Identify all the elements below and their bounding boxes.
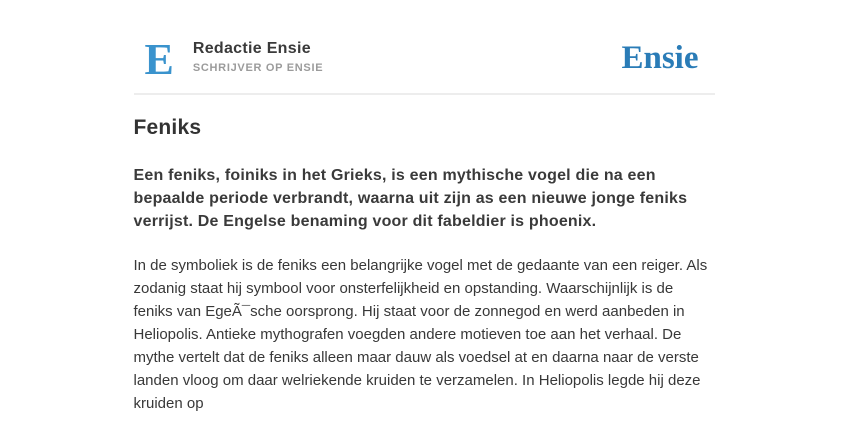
article-body-paragraph: In de symboliek is de feniks een belangrijke vogel met de gedaante van een reiger. Als zodanig staat hij symbool voor onsterfelijkheid en opstanding. Waarschijnlijk is de feniks van EgeÃ¯sche oorsprong. Hij staat voor de zonnegod en werd aanbeden in Heliopolis. Antieke mythografen voegden andere motieven toe aan het verhaal. De mythe vertelt dat de feniks alleen maar dauw als voedsel at en daarna naar de verste landen vloog om daar welriekende kruiden te verzamelen. In Heliopolis legde hij deze kruiden op [133, 257, 708, 412]
author-header [134, 0, 715, 84]
author-role-label: SCHRIJVER OP ENSIE [192, 62, 324, 74]
ensie-avatar[interactable]: E [144, 35, 174, 84]
article-lead-paragraph: Een feniks, foiniks in het Grieks, is een mythische vogel die na een bepaalde periode verbrandt, waarna uit zijn as een nieuwe jonge feniks verrijst. De Engelse benaming voor dit fabeldier is phoenix. [133, 167, 688, 230]
ensie-logo[interactable]: Ensie [621, 40, 699, 76]
author-info [134, 35, 324, 84]
article-page [134, 0, 715, 415]
author-name-link[interactable]: Redactie Ensie [192, 40, 311, 57]
author-meta [193, 40, 323, 74]
article-content [134, 116, 715, 415]
article-title: Feniks [133, 116, 202, 139]
header-divider [134, 93, 715, 95]
